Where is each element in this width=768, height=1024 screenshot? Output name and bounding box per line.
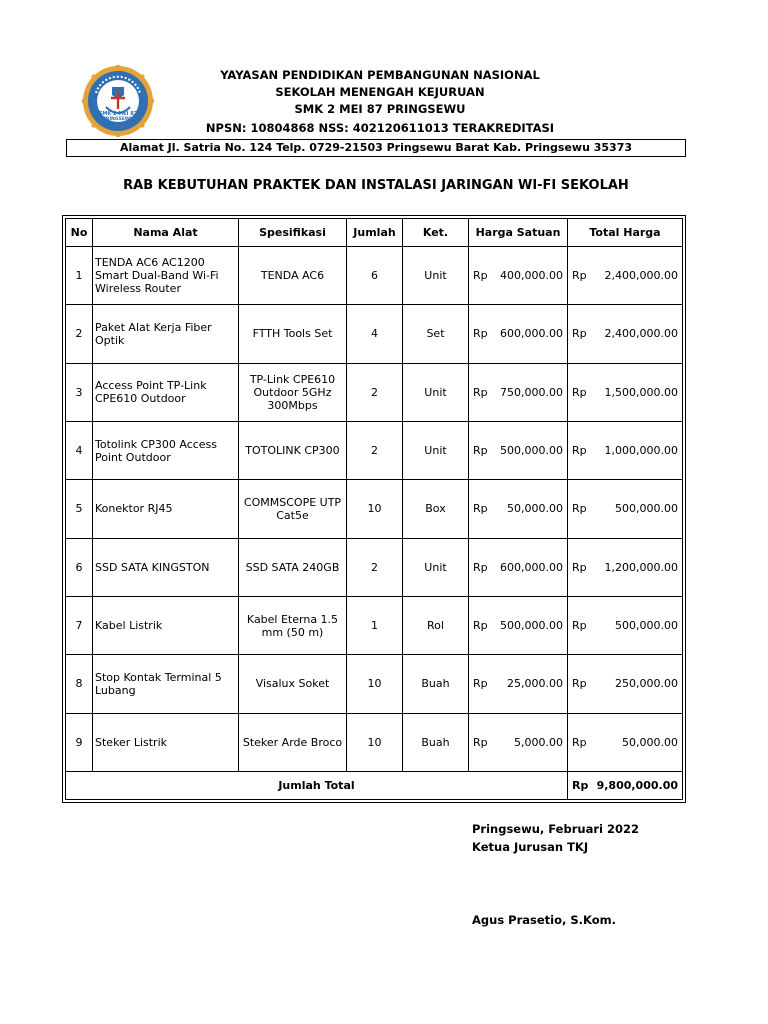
- total-harga-value: 1,000,000.00: [604, 444, 678, 458]
- cell-jumlah: 4: [347, 305, 403, 363]
- table-row: [66, 363, 683, 421]
- cell-harga-satuan: [469, 305, 568, 363]
- cell-total-harga: [568, 305, 683, 363]
- harga-satuan-value: 50,000.00: [507, 502, 563, 516]
- cell-ket: Box: [403, 480, 469, 538]
- currency-label: Rp: [473, 560, 488, 574]
- currency-label: Rp: [572, 327, 587, 341]
- cell-ket: Buah: [403, 655, 469, 713]
- total-harga-value: 50,000.00: [622, 735, 678, 749]
- harga-satuan-value: 500,000.00: [500, 444, 563, 458]
- table-row: [66, 596, 683, 654]
- cell-jumlah: 2: [347, 538, 403, 596]
- cell-nama-alat: TENDA AC6 AC1200 Smart Dual-Band Wi-Fi Wireless Router: [93, 247, 239, 305]
- currency-label: Rp: [572, 560, 587, 574]
- col-header-harga-satuan: Harga Satuan: [469, 219, 568, 247]
- cell-no: 1: [66, 247, 93, 305]
- cell-nama-alat: Access Point TP-Link CPE610 Outdoor: [93, 363, 239, 421]
- total-value-cell: [568, 772, 683, 800]
- cell-spesifikasi: COMMSCOPE UTP Cat5e: [239, 480, 347, 538]
- signature-name: Agus Prasetio, S.Kom.: [472, 913, 616, 927]
- cell-harga-satuan: [469, 655, 568, 713]
- cell-total-harga: [568, 363, 683, 421]
- school-name: SMK 2 MEI 87 PRINGSEWU: [294, 102, 466, 116]
- cell-total-harga: [568, 655, 683, 713]
- total-label: Jumlah Total: [66, 772, 568, 800]
- total-harga-value: 2,400,000.00: [604, 269, 678, 283]
- currency-label: Rp: [572, 619, 587, 633]
- cell-ket: Unit: [403, 421, 469, 479]
- school-registration: NPSN: 10804868 NSS: 402120611013 TERAKREDITASI: [205, 121, 555, 135]
- cell-spesifikasi: Kabel Eterna 1.5 mm (50 m): [239, 596, 347, 654]
- table-row: [66, 538, 683, 596]
- col-header-total-harga: Total Harga: [568, 219, 683, 247]
- cell-ket: Unit: [403, 247, 469, 305]
- total-row: [66, 772, 683, 800]
- currency-label: Rp: [473, 385, 488, 399]
- document-title: RAB KEBUTUHAN PRAKTEK DAN INSTALASI JARINGAN WI-FI SEKOLAH: [123, 178, 629, 193]
- table-row: [66, 247, 683, 305]
- svg-text:SMK 2 MEI 87: SMK 2 MEI 87: [98, 111, 138, 117]
- foundation-name: YAYASAN PENDIDIKAN PEMBANGUNAN NASIONAL: [220, 68, 540, 82]
- cell-no: 3: [66, 363, 93, 421]
- cell-total-harga: [568, 247, 683, 305]
- currency-label: Rp: [572, 677, 587, 691]
- total-value: 9,800,000.00: [596, 779, 678, 792]
- harga-satuan-value: 600,000.00: [500, 560, 563, 574]
- cell-nama-alat: Steker Listrik: [93, 713, 239, 771]
- harga-satuan-value: 600,000.00: [500, 327, 563, 341]
- total-harga-value: 500,000.00: [615, 619, 678, 633]
- total-harga-value: 250,000.00: [615, 677, 678, 691]
- cell-spesifikasi: FTTH Tools Set: [239, 305, 347, 363]
- cell-nama-alat: Totolink CP300 Access Point Outdoor: [93, 421, 239, 479]
- currency-label: Rp: [473, 502, 488, 516]
- harga-satuan-value: 5,000.00: [514, 735, 563, 749]
- cell-spesifikasi: TOTOLINK CP300: [239, 421, 347, 479]
- cell-harga-satuan: [469, 247, 568, 305]
- currency-label: Rp: [473, 444, 488, 458]
- budget-table: [65, 218, 683, 800]
- cell-no: 5: [66, 480, 93, 538]
- currency-label: Rp: [572, 735, 587, 749]
- cell-ket: Unit: [403, 538, 469, 596]
- table-row: [66, 655, 683, 713]
- cell-harga-satuan: [469, 480, 568, 538]
- currency-label: Rp: [572, 385, 587, 399]
- total-harga-value: 500,000.00: [615, 502, 678, 516]
- currency-label: Rp: [473, 269, 488, 283]
- cell-nama-alat: Stop Kontak Terminal 5 Lubang: [93, 655, 239, 713]
- cell-harga-satuan: [469, 363, 568, 421]
- table-row: [66, 713, 683, 771]
- cell-jumlah: 2: [347, 363, 403, 421]
- signature-role: Ketua Jurusan TKJ: [472, 840, 589, 854]
- svg-text:PRINGSEWU: PRINGSEWU: [102, 117, 134, 122]
- total-harga-value: 2,400,000.00: [604, 327, 678, 341]
- cell-spesifikasi: Steker Arde Broco: [239, 713, 347, 771]
- cell-jumlah: 2: [347, 421, 403, 479]
- col-header-spesifikasi: Spesifikasi: [239, 219, 347, 247]
- cell-no: 9: [66, 713, 93, 771]
- cell-harga-satuan: [469, 538, 568, 596]
- cell-total-harga: [568, 480, 683, 538]
- cell-nama-alat: Konektor RJ45: [93, 480, 239, 538]
- currency-label: Rp: [473, 735, 488, 749]
- currency-label: Rp: [473, 327, 488, 341]
- table-row: [66, 480, 683, 538]
- school-type: SEKOLAH MENENGAH KEJURUAN: [275, 85, 485, 99]
- table-row: [66, 305, 683, 363]
- signature-place-date: Pringsewu, Februari 2022: [472, 822, 639, 836]
- cell-harga-satuan: [469, 713, 568, 771]
- cell-jumlah: 10: [347, 655, 403, 713]
- cell-spesifikasi: TENDA AC6: [239, 247, 347, 305]
- cell-jumlah: 10: [347, 480, 403, 538]
- harga-satuan-value: 750,000.00: [500, 385, 563, 399]
- cell-ket: Rol: [403, 596, 469, 654]
- cell-spesifikasi: Visalux Soket: [239, 655, 347, 713]
- cell-spesifikasi: TP-Link CPE610 Outdoor 5GHz 300Mbps: [239, 363, 347, 421]
- currency-label: Rp: [572, 779, 589, 792]
- cell-no: 2: [66, 305, 93, 363]
- school-address: Alamat Jl. Satria No. 124 Telp. 0729-21503 Pringsewu Barat Kab. Pringsewu 35373: [66, 139, 686, 157]
- cell-harga-satuan: [469, 596, 568, 654]
- cell-total-harga: [568, 538, 683, 596]
- col-header-nama-alat: Nama Alat: [93, 219, 239, 247]
- cell-total-harga: [568, 713, 683, 771]
- currency-label: Rp: [473, 619, 488, 633]
- cell-nama-alat: SSD SATA KINGSTON: [93, 538, 239, 596]
- cell-no: 4: [66, 421, 93, 479]
- cell-no: 7: [66, 596, 93, 654]
- cell-ket: Unit: [403, 363, 469, 421]
- harga-satuan-value: 500,000.00: [500, 619, 563, 633]
- cell-spesifikasi: SSD SATA 240GB: [239, 538, 347, 596]
- currency-label: Rp: [572, 269, 587, 283]
- col-header-no: No: [66, 219, 93, 247]
- harga-satuan-value: 25,000.00: [507, 677, 563, 691]
- total-harga-value: 1,200,000.00: [604, 560, 678, 574]
- cell-jumlah: 6: [347, 247, 403, 305]
- cell-jumlah: 1: [347, 596, 403, 654]
- currency-label: Rp: [572, 502, 587, 516]
- cell-no: 6: [66, 538, 93, 596]
- currency-label: Rp: [572, 444, 587, 458]
- cell-total-harga: [568, 596, 683, 654]
- cell-no: 8: [66, 655, 93, 713]
- table-header-row: [66, 219, 683, 247]
- col-header-ket: Ket.: [403, 219, 469, 247]
- cell-total-harga: [568, 421, 683, 479]
- cell-nama-alat: Kabel Listrik: [93, 596, 239, 654]
- currency-label: Rp: [473, 677, 488, 691]
- cell-nama-alat: Paket Alat Kerja Fiber Optik: [93, 305, 239, 363]
- school-logo: [82, 65, 154, 137]
- cell-jumlah: 10: [347, 713, 403, 771]
- cell-harga-satuan: [469, 421, 568, 479]
- total-harga-value: 1,500,000.00: [604, 385, 678, 399]
- harga-satuan-value: 400,000.00: [500, 269, 563, 283]
- col-header-jumlah: Jumlah: [347, 219, 403, 247]
- cell-ket: Buah: [403, 713, 469, 771]
- table-row: [66, 421, 683, 479]
- cell-ket: Set: [403, 305, 469, 363]
- budget-table-frame: [62, 215, 686, 803]
